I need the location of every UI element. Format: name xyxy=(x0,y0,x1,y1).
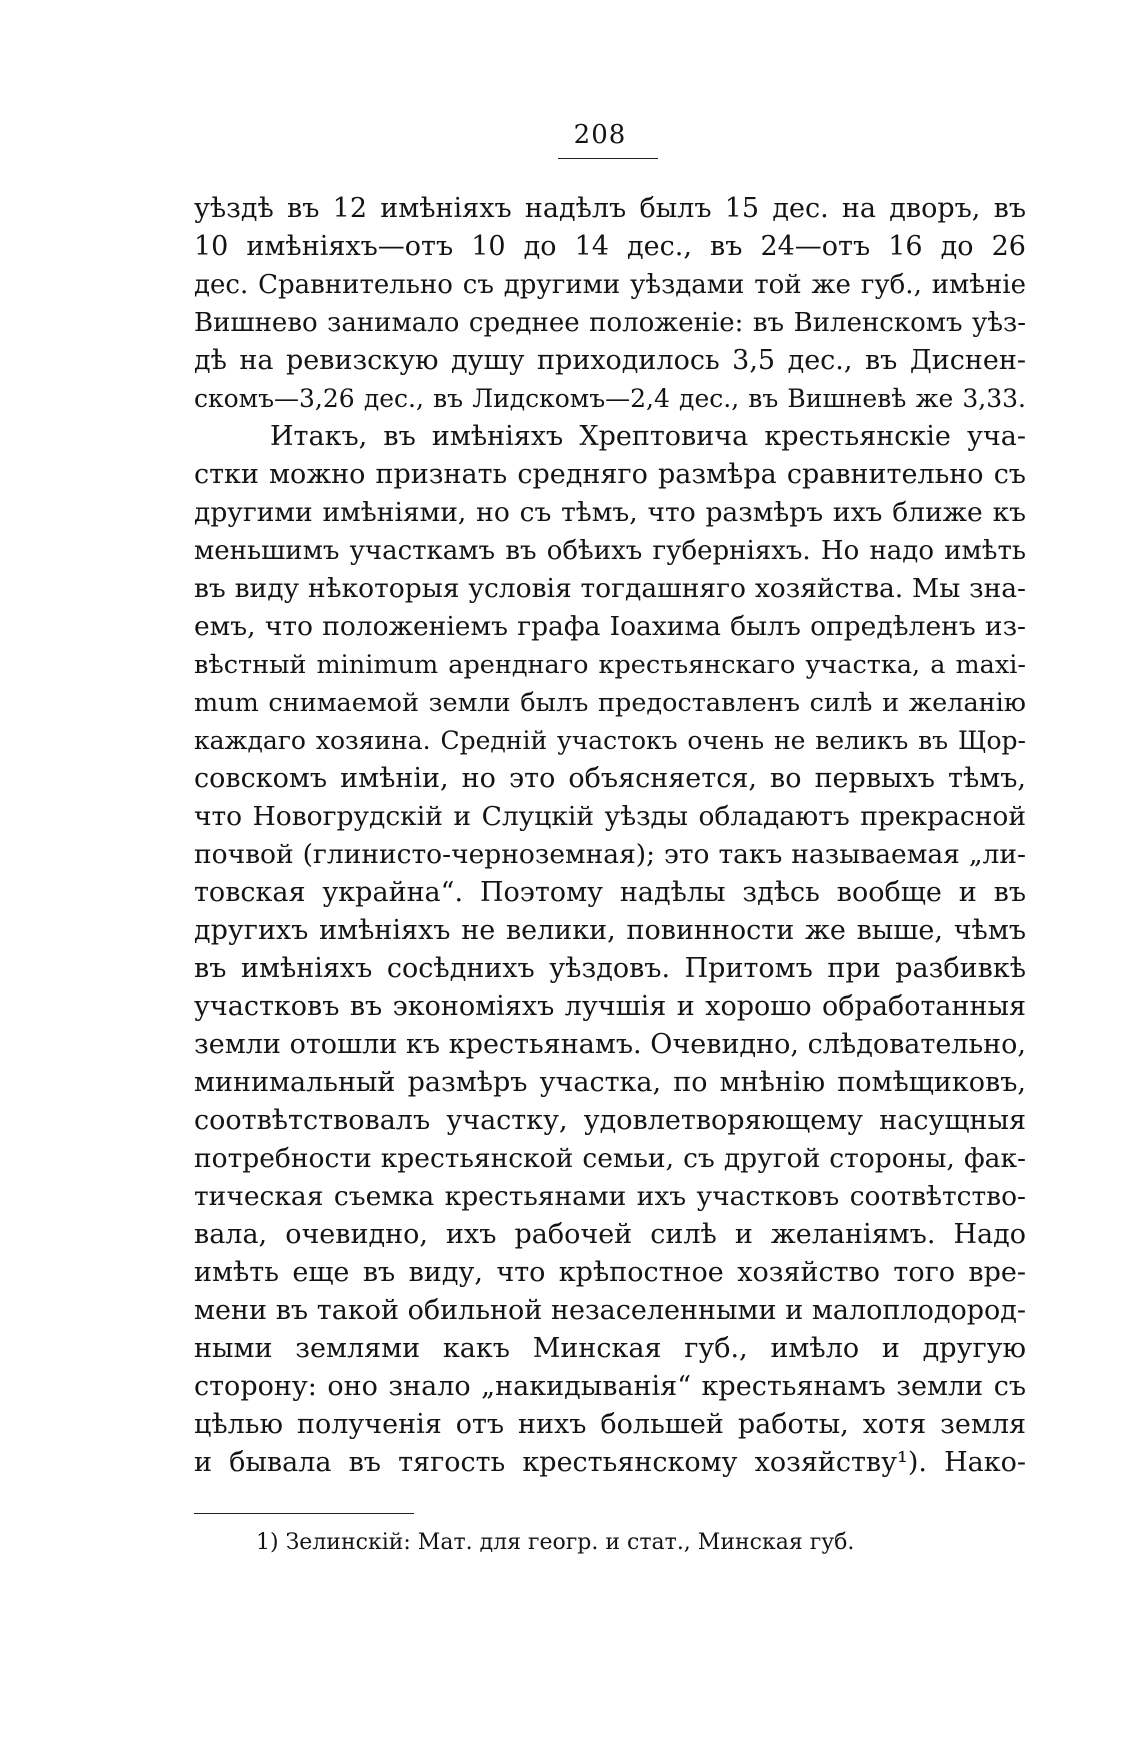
text-line: скомъ—3,26 дес., въ Лидскомъ—2,4 дес., въ Вишневѣ же 3,33. xyxy=(194,384,1026,413)
text-line: каждаго хозяина. Средній участокъ очень не великъ въ Щор- xyxy=(194,726,1026,755)
text-line: другихъ имѣніяхъ не велики, повинности же выше, чѣмъ xyxy=(194,915,1026,946)
text-line: Итакъ, въ имѣніяхъ Хрептовича крестьянскіе уча- xyxy=(270,421,1026,452)
text-line: почвой (глинисто-черноземная); это такъ называемая „ли- xyxy=(194,839,1026,870)
text-line: меньшимъ участкамъ въ обѣихъ губерніяхъ. Но надо имѣть xyxy=(194,536,1026,566)
page-number: 208 xyxy=(573,120,627,150)
text-line: земли отошли къ крестьянамъ. Очевидно, слѣдовательно, xyxy=(194,1029,1026,1060)
text-line: цѣлью полученія отъ нихъ большей работы, хотя земля xyxy=(194,1409,1026,1440)
text-line: потребности крестьянской семьи, съ другой стороны, фак- xyxy=(194,1143,1026,1174)
text-line: стки можно признать средняго размѣра сравнительно съ xyxy=(194,459,1026,490)
text-line: что Новогрудскій и Слуцкій уѣзды обладаютъ прекрасной xyxy=(194,801,1026,832)
footnote-marker: 1) xyxy=(256,1530,279,1555)
footnote xyxy=(256,1528,854,1558)
text-line: 10 имѣніяхъ—отъ 10 до 14 дес., въ 24—отъ 16 до 26 xyxy=(194,231,1026,262)
text-line: соотвѣтствовалъ участку, удовлетворяющему насущныя xyxy=(194,1105,1026,1136)
text-line: емъ, что положеніемъ графа Іоахима былъ опредѣленъ из- xyxy=(194,611,1026,642)
text-line: въ виду нѣкоторыя условія тогдашняго хозяйства. Мы зна- xyxy=(194,573,1026,604)
text-line: имѣть еще въ виду, что крѣпостное хозяйство того вре- xyxy=(194,1257,1026,1288)
text-line: участковъ въ экономіяхъ лучшія и хорошо обработанныя xyxy=(194,991,1026,1022)
text-line: тическая съемка крестьянами ихъ участковъ соотвѣтство- xyxy=(194,1181,1026,1212)
text-line: дѣ на ревизскую душу приходилось 3,5 дес., въ Диснен- xyxy=(194,345,1026,376)
footnote-text: Зелинскій: Мат. для геогр. и стат., Минская губ. xyxy=(285,1530,855,1555)
text-line: и бывала въ тягость крестьянскому хозяйству¹). Нако- xyxy=(194,1447,1026,1478)
body-text xyxy=(194,190,1026,1482)
text-line: Вишнево занимало среднее положеніе: въ Виленскомъ уѣз- xyxy=(194,308,1026,338)
text-line: ными землями какъ Минская губ., имѣло и другую xyxy=(194,1333,1026,1364)
text-line: дес. Сравнительно съ другими уѣздами той же губ., имѣніе xyxy=(194,270,1026,300)
footnote-rule xyxy=(194,1513,414,1514)
header-rule xyxy=(558,158,658,159)
text-line: вѣстный minimum арендн​аго крестьянскаго участка, а maxi- xyxy=(194,650,1026,680)
text-line: уѣздѣ въ 12 имѣніяхъ надѣлъ былъ 15 дес. на дворъ, въ xyxy=(194,193,1026,224)
text-line: минимальный размѣръ участка, по мнѣнію помѣщиковъ, xyxy=(194,1067,1026,1098)
text-line: mum снимаемой земли былъ предоставленъ силѣ и желанію xyxy=(194,688,1026,718)
text-line: другими имѣніями, но съ тѣмъ, что размѣръ ихъ ближе къ xyxy=(194,497,1026,528)
text-line: мени въ такой обильной незаселенными и малоплодород- xyxy=(194,1295,1026,1326)
text-line: совскомъ имѣніи, но это объясняется, во первыхъ тѣмъ, xyxy=(194,763,1026,794)
text-line: въ имѣніяхъ сосѣднихъ уѣздовъ. Притомъ при разбивкѣ xyxy=(194,953,1026,984)
text-line: вала, очевидно, ихъ рабочей силѣ и желаніямъ. Надо xyxy=(194,1219,1026,1250)
text-line: сторону: оно знало „накидыванія“ крестьянамъ земли съ xyxy=(194,1371,1026,1402)
text-line: товская украйна“. Поэтому надѣлы здѣсь вообще и въ xyxy=(194,877,1026,908)
